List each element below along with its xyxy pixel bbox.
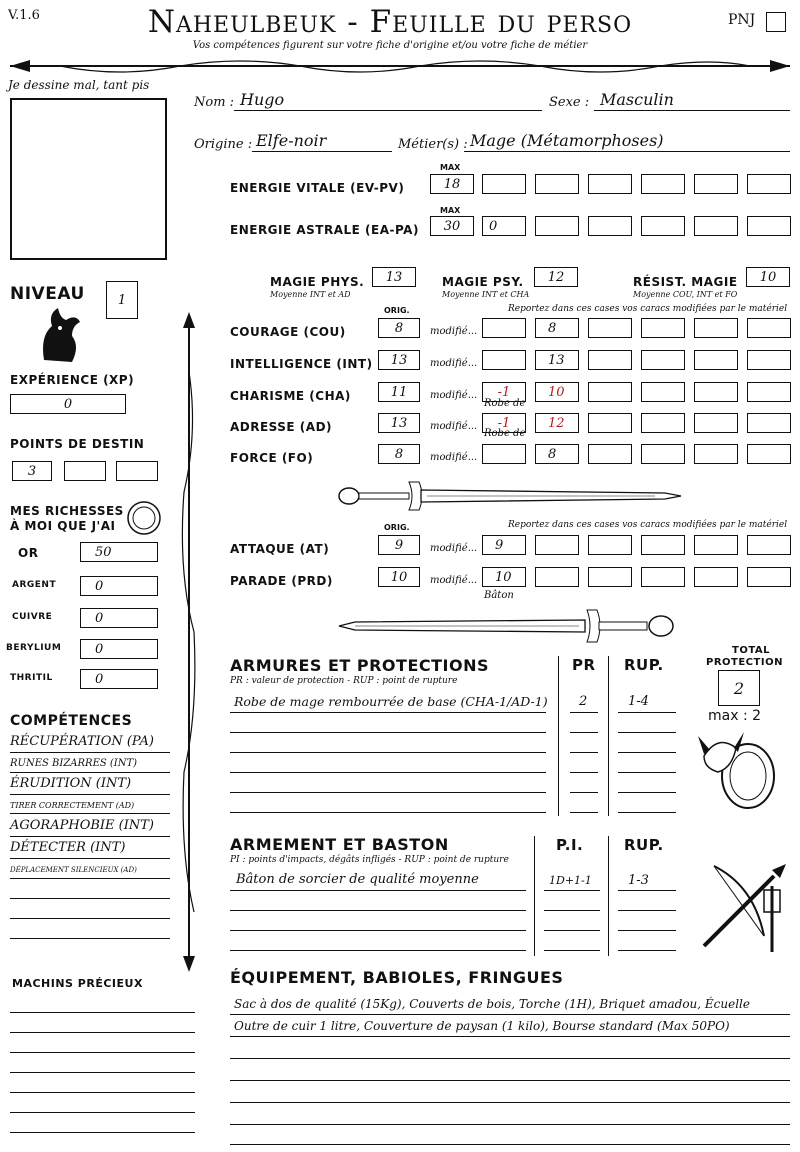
equipement-title: ÉQUIPEMENT, BABIOLES, FRINGUES <box>230 968 564 987</box>
sheet-subtitle: Vos compétences figurent sur votre fiche d'origine et/ou votre fiche de métier <box>192 40 588 51</box>
arme-rup[interactable]: 1-3 <box>628 873 649 888</box>
armure-rup-line[interactable] <box>618 752 676 753</box>
resist-magie-sub: Moyenne COU, INT et FO <box>633 290 738 299</box>
sexe-line <box>594 110 790 111</box>
arme-line[interactable] <box>230 930 526 931</box>
crossed-weapons-icon <box>694 856 794 956</box>
armure-line[interactable] <box>230 812 546 813</box>
carac-mod-box[interactable] <box>482 318 526 338</box>
cuivre-box[interactable]: 0 <box>80 608 158 628</box>
carac-mod-box[interactable]: -1 <box>482 382 526 402</box>
carac-mod-box[interactable] <box>747 318 791 338</box>
carac-mod-box[interactable]: -1 <box>482 413 526 433</box>
arme-rup-line[interactable] <box>618 910 676 911</box>
coin-icon <box>126 500 162 536</box>
helmet-shield-icon <box>698 728 778 812</box>
carac-mod-box[interactable] <box>694 413 738 433</box>
combat-note: Reportez dans ces cases vos caracs modifiées par le matériel <box>508 520 788 530</box>
carac-mod-box[interactable] <box>482 350 526 370</box>
machins-line[interactable] <box>10 1052 195 1053</box>
armure-line[interactable] <box>230 712 546 713</box>
ev-max-label: MAX <box>440 163 461 172</box>
carac-orig-box[interactable]: 8 <box>378 318 420 338</box>
carac-orig-box[interactable]: 13 <box>378 413 420 433</box>
carac-mod-box[interactable]: 8 <box>535 444 579 464</box>
carac-label: CHARISME (CHA) <box>230 389 351 403</box>
total-protection-label-2: PROTECTION <box>706 657 783 668</box>
attaque-mod-box[interactable] <box>694 535 738 555</box>
parade-mod-box[interactable] <box>535 567 579 587</box>
carac-mod-box[interactable] <box>641 382 685 402</box>
armure-rup-line[interactable] <box>618 792 676 793</box>
carac-mod-box[interactable] <box>588 350 632 370</box>
xp-box[interactable]: 0 <box>10 394 126 414</box>
ev-box-4[interactable] <box>641 174 685 194</box>
destin-box-1[interactable]: 3 <box>12 461 52 481</box>
total-protection-box[interactable]: 2 <box>718 670 760 706</box>
armure-pr-line[interactable] <box>570 792 598 793</box>
armure-line[interactable] <box>230 752 546 753</box>
combat-orig-label: ORIG. <box>384 523 410 532</box>
portrait-box[interactable] <box>10 98 167 260</box>
ea-box-3[interactable] <box>588 216 632 236</box>
equipement-item[interactable]: Sac à dos de qualité (15Kg), Couverts de bois, Torche (1H), Briquet amadou, Écuelle <box>234 997 750 1011</box>
ev-box-2[interactable] <box>535 174 579 194</box>
armure-rup[interactable]: 1-4 <box>628 694 649 709</box>
nom-line <box>234 110 542 111</box>
magie-phys-label: MAGIE PHYS. <box>270 275 365 289</box>
carac-label: COURAGE (COU) <box>230 325 346 339</box>
carac-mod-box[interactable] <box>588 382 632 402</box>
armures-col-pr: PR <box>572 656 596 674</box>
thritil-label: THRITIL <box>10 673 53 683</box>
attaque-mod-box[interactable] <box>747 535 791 555</box>
armures-col-divider <box>608 656 609 816</box>
parade-modif-label: modifié... <box>430 575 478 586</box>
armement-col-divider <box>534 836 535 956</box>
armement-sub: PI : points d'impacts, dégâts infligés - RUP : point de rupture <box>230 855 509 865</box>
origine-label: Origine : <box>194 137 253 152</box>
attaque-orig-box[interactable]: 9 <box>378 535 420 555</box>
ea-box-4[interactable] <box>641 216 685 236</box>
armure-line[interactable] <box>230 792 546 793</box>
origine-value[interactable]: Elfe-noir <box>256 131 327 150</box>
machins-line[interactable] <box>10 1112 195 1113</box>
machins-line[interactable] <box>10 1072 195 1073</box>
or-box[interactable]: 50 <box>80 542 158 562</box>
ev-label: ENERGIE VITALE (EV-PV) <box>230 181 405 195</box>
attaque-mod-box[interactable] <box>588 535 632 555</box>
carac-mod-box[interactable] <box>641 350 685 370</box>
magie-psy-label: MAGIE PSY. <box>442 275 524 289</box>
berylium-box[interactable]: 0 <box>80 639 158 659</box>
armement-col-rup: RUP. <box>624 836 664 854</box>
arme-rup-line[interactable] <box>618 890 676 891</box>
caracs-orig-label: ORIG. <box>384 306 410 315</box>
equipement-line[interactable] <box>230 1102 790 1103</box>
sexe-value[interactable]: Masculin <box>600 90 674 109</box>
ev-max-box[interactable]: 18 <box>430 174 474 194</box>
arme-pi-line[interactable] <box>544 890 600 891</box>
competence-item[interactable]: RUNES BIZARRES (INT) <box>10 758 138 769</box>
metier-line <box>464 151 790 152</box>
carac-mod-box[interactable] <box>588 318 632 338</box>
nom-value[interactable]: Hugo <box>240 90 285 109</box>
carac-mod-box[interactable] <box>694 318 738 338</box>
carac-mod-box[interactable] <box>588 413 632 433</box>
portrait-caption: Je dessine mal, tant pis <box>8 78 150 92</box>
carac-mod-box[interactable] <box>588 444 632 464</box>
attaque-label: ATTAQUE (AT) <box>230 542 330 556</box>
armement-col-pi: P.I. <box>556 836 584 854</box>
spear-vine-divider <box>0 52 800 80</box>
machins-title: MACHINS PRÉCIEUX <box>12 977 143 990</box>
ev-box-1[interactable] <box>482 174 526 194</box>
niveau-label: NIVEAU <box>10 284 85 304</box>
carac-mod-box[interactable] <box>641 318 685 338</box>
magie-phys-box[interactable]: 13 <box>372 267 416 287</box>
pnj-label: PNJ <box>728 12 756 28</box>
pnj-checkbox[interactable] <box>766 12 786 32</box>
nom-label: Nom : <box>194 95 235 110</box>
parade-mod-box[interactable] <box>747 567 791 587</box>
carac-mod-box[interactable] <box>747 444 791 464</box>
sexe-label: Sexe : <box>549 95 590 110</box>
destin-label: POINTS DE DESTIN <box>10 437 145 451</box>
ea-box-5[interactable] <box>694 216 738 236</box>
richesses-label-2: À MOI QUE J'AI <box>10 519 116 533</box>
xp-label: EXPÉRIENCE (XP) <box>10 373 135 387</box>
competence-item[interactable]: DÉPLACEMENT SILENCIEUX (AD) <box>10 866 137 874</box>
magie-phys-sub: Moyenne INT et AD <box>270 290 351 299</box>
carac-modif-label: modifié... <box>430 421 478 432</box>
carac-modif-label: modifié... <box>430 452 478 463</box>
armure-pr-line[interactable] <box>570 772 598 773</box>
machins-line[interactable] <box>10 1132 195 1133</box>
armement-col-divider <box>608 836 609 956</box>
armure-pr[interactable]: 2 <box>579 694 588 709</box>
armure-pr-line[interactable] <box>570 812 598 813</box>
magie-psy-box[interactable]: 12 <box>534 267 578 287</box>
competences-title: COMPÉTENCES <box>10 713 133 729</box>
carac-label: ADRESSE (AD) <box>230 420 333 434</box>
argent-box[interactable]: 0 <box>80 576 158 596</box>
carac-mod-box[interactable]: 13 <box>535 350 579 370</box>
ea-box-1[interactable]: 0 <box>482 216 526 236</box>
ea-max-label: MAX <box>440 206 461 215</box>
magie-psy-sub: Moyenne INT et CHA <box>442 290 530 299</box>
machins-line[interactable] <box>10 1032 195 1033</box>
equipement-line <box>230 1036 790 1037</box>
sheet-title: Naheulbeuk - Feuille du perso <box>147 4 633 40</box>
attaque-modif-label: modifié... <box>430 543 478 554</box>
or-label: OR <box>18 546 39 560</box>
carac-mod-box[interactable]: 12 <box>535 413 579 433</box>
version-label: V.1.6 <box>8 8 40 23</box>
armure-rup-line[interactable] <box>618 772 676 773</box>
sword-icon <box>335 476 685 516</box>
ev-box-3[interactable] <box>588 174 632 194</box>
carac-mod-box[interactable] <box>747 350 791 370</box>
parade-mod-box[interactable]: 10 <box>482 567 526 587</box>
armement-title: ARMEMENT ET BASTON <box>230 835 449 854</box>
destin-box-2[interactable] <box>64 461 106 481</box>
carac-label: FORCE (FO) <box>230 451 314 465</box>
ev-box-5[interactable] <box>694 174 738 194</box>
carac-mod-box[interactable] <box>747 382 791 402</box>
armure-rup-line[interactable] <box>618 812 676 813</box>
armure-pr-line[interactable] <box>570 752 598 753</box>
competence-line <box>10 836 170 837</box>
armure-pr-line[interactable] <box>570 732 598 733</box>
carac-mod-tag: Robe de <box>484 428 526 439</box>
equipement-line[interactable] <box>230 1144 790 1145</box>
carac-modif-label: modifié... <box>430 390 478 401</box>
argent-label: ARGENT <box>12 580 57 590</box>
armures-col-rup: RUP. <box>624 656 664 674</box>
thritil-box[interactable]: 0 <box>80 669 158 689</box>
arme-pi-line[interactable] <box>544 930 600 931</box>
carac-mod-box[interactable] <box>747 413 791 433</box>
competence-line <box>10 878 170 879</box>
carac-label: INTELLIGENCE (INT) <box>230 357 373 371</box>
ea-label: ENERGIE ASTRALE (EA-PA) <box>230 223 419 237</box>
armure-line[interactable] <box>230 732 546 733</box>
competence-item[interactable]: TIRER CORRECTEMENT (AD) <box>10 801 135 810</box>
dragon-icon <box>36 306 82 366</box>
parade-orig-box[interactable]: 10 <box>378 567 420 587</box>
carac-mod-box[interactable]: 8 <box>535 318 579 338</box>
resist-magie-box[interactable]: 10 <box>746 267 790 287</box>
carac-mod-tag: Robe de <box>484 398 526 409</box>
arme-name[interactable]: Bâton de sorcier de qualité moyenne <box>236 872 479 887</box>
parade-label: PARADE (PRD) <box>230 574 333 588</box>
competence-line <box>10 752 170 753</box>
total-protection-label-1: TOTAL <box>732 645 770 656</box>
carac-orig-box[interactable]: 8 <box>378 444 420 464</box>
carac-mod-box[interactable] <box>641 444 685 464</box>
armures-title: ARMURES ET PROTECTIONS <box>230 656 489 675</box>
attaque-mod-box[interactable]: 9 <box>482 535 526 555</box>
armures-sub: PR : valeur de protection - RUP : point de rupture <box>230 676 458 686</box>
armure-line[interactable] <box>230 772 546 773</box>
equipement-item[interactable]: Outre de cuir 1 litre, Couverture de paysan (1 kilo), Bourse standard (Max 50PO) <box>234 1019 730 1033</box>
resist-magie-label: RÉSIST. MAGIE <box>633 275 738 289</box>
ea-box-6[interactable] <box>747 216 791 236</box>
niveau-box[interactable]: 1 <box>106 281 138 319</box>
richesses-label-1: MES RICHESSES <box>10 504 124 518</box>
parade-mod-tag: Bâton <box>484 590 514 601</box>
carac-mod-box[interactable]: 10 <box>535 382 579 402</box>
origine-line <box>252 151 392 152</box>
competence-line <box>10 918 170 919</box>
carac-orig-box[interactable]: 13 <box>378 350 420 370</box>
metier-label: Métier(s) : <box>398 137 468 152</box>
competence-line <box>10 794 170 795</box>
equipement-line <box>230 1014 790 1015</box>
attaque-mod-box[interactable] <box>641 535 685 555</box>
competence-item[interactable]: DÉTECTER (INT) <box>10 840 126 855</box>
sword-icon <box>335 606 685 646</box>
armure-rup-line[interactable] <box>618 732 676 733</box>
arme-pi-line[interactable] <box>544 950 600 951</box>
equipement-line[interactable] <box>230 1124 790 1125</box>
arme-line[interactable] <box>230 890 526 891</box>
metier-value[interactable]: Mage (Métamorphoses) <box>470 131 664 150</box>
competence-line <box>10 898 170 899</box>
destin-box-3[interactable] <box>116 461 158 481</box>
parade-mod-box[interactable] <box>694 567 738 587</box>
arme-line[interactable] <box>230 950 526 951</box>
armure-name[interactable]: Robe de mage rembourrée de base (CHA-1/AD-1) <box>234 694 548 709</box>
ev-box-6[interactable] <box>747 174 791 194</box>
competence-line <box>10 772 170 773</box>
machins-line[interactable] <box>10 1012 195 1013</box>
machins-line[interactable] <box>10 1092 195 1093</box>
competence-item[interactable]: ÉRUDITION (INT) <box>10 776 132 791</box>
carac-orig-box[interactable]: 11 <box>378 382 420 402</box>
carac-mod-box[interactable] <box>641 413 685 433</box>
competence-line <box>10 858 170 859</box>
competence-item[interactable]: RÉCUPÉRATION (PA) <box>10 734 154 749</box>
carac-mod-box[interactable] <box>694 444 738 464</box>
arme-pi-line[interactable] <box>544 910 600 911</box>
carac-mod-box[interactable] <box>694 350 738 370</box>
caracs-note: Reportez dans ces cases vos caracs modifiées par le matériel <box>508 304 788 314</box>
carac-modif-label: modifié... <box>430 358 478 369</box>
arme-rup-line[interactable] <box>618 930 676 931</box>
carac-mod-box[interactable] <box>482 444 526 464</box>
arme-line[interactable] <box>230 910 526 911</box>
ea-max-box[interactable]: 30 <box>430 216 474 236</box>
armure-rup-line[interactable] <box>618 712 676 713</box>
equipement-line[interactable] <box>230 1058 790 1059</box>
arme-pi[interactable]: 1D+1-1 <box>549 874 592 887</box>
carac-modif-label: modifié... <box>430 326 478 337</box>
armures-col-divider <box>558 656 559 816</box>
parade-mod-box[interactable] <box>641 567 685 587</box>
carac-mod-box[interactable] <box>694 382 738 402</box>
cuivre-label: CUIVRE <box>12 612 53 622</box>
vertical-spear-decoration <box>180 312 198 972</box>
ea-box-2[interactable] <box>535 216 579 236</box>
armure-pr-line[interactable] <box>570 712 598 713</box>
berylium-label: BERYLIUM <box>6 643 62 653</box>
attaque-mod-box[interactable] <box>535 535 579 555</box>
competence-item[interactable]: AGORAPHOBIE (INT) <box>10 818 154 833</box>
arme-rup-line[interactable] <box>618 950 676 951</box>
competence-line <box>10 938 170 939</box>
parade-mod-box[interactable] <box>588 567 632 587</box>
max-protection-label: max : 2 <box>708 708 762 724</box>
equipement-line[interactable] <box>230 1080 790 1081</box>
competence-line <box>10 813 170 814</box>
